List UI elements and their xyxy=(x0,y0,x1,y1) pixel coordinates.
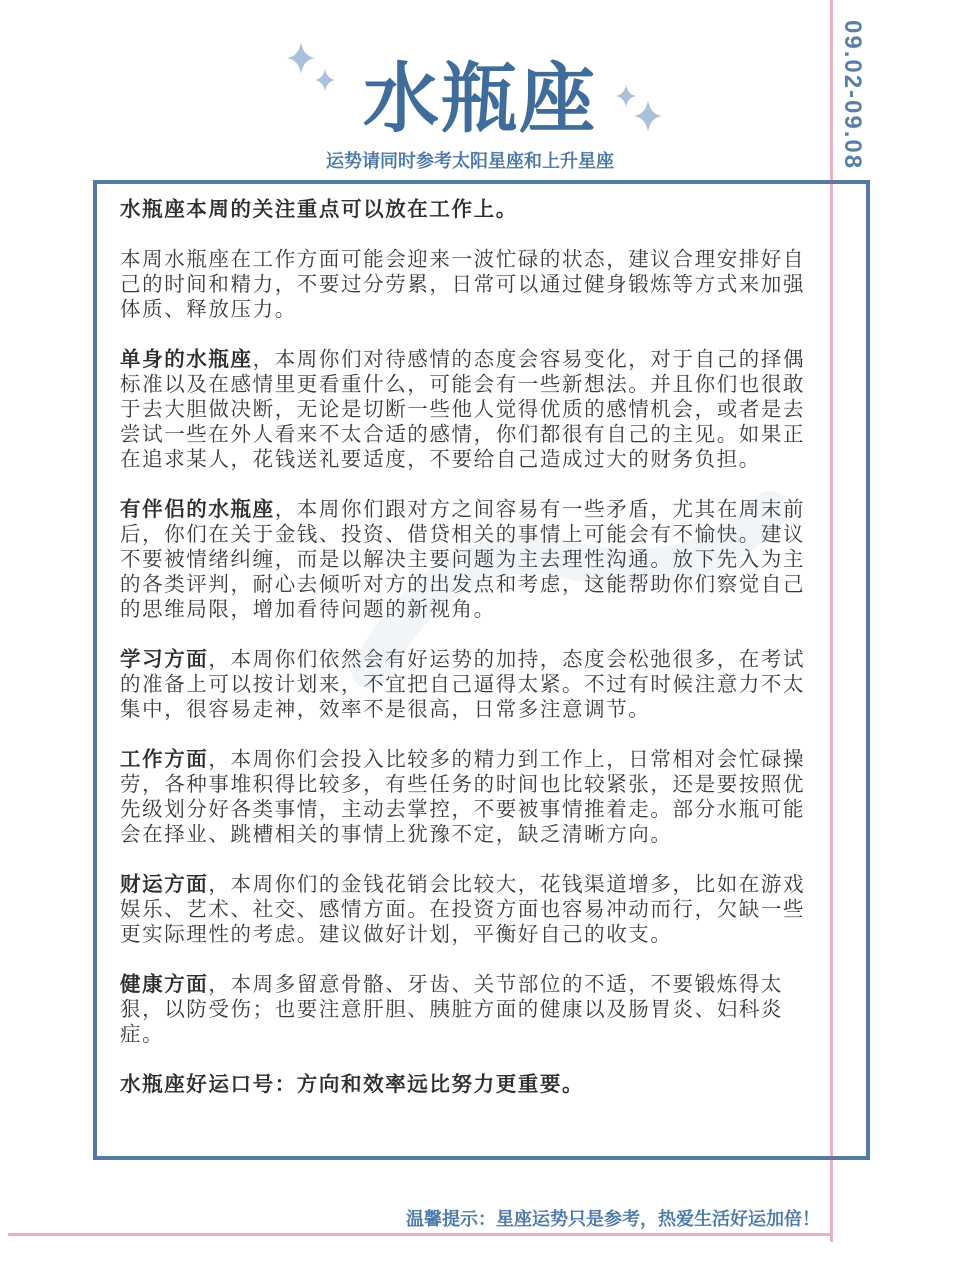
lucky-slogan: 水瓶座好运口号：方向和效率远比努力更重要。 xyxy=(120,1072,585,1096)
section-work: 工作方面，本周你们会投入比较多的精力到工作上，日常相对会忙碌操劳，各种事堆积得比较多，有些任务的时间也比较紧张，还是要按照优先级划分好各类事情，主动去掌控，不要被事情推着走。部分水瓶可能会在择业、跳槽相关的事情上犹豫不定，缺乏清晰方向。 xyxy=(120,747,806,846)
headline: 水瓶座本周的关注重点可以放在工作上。 xyxy=(120,197,518,221)
section-health: 健康方面，本周多留意骨骼、牙齿、关节部位的不适，不要锻炼得太狠，以防受伤；也要注意肝胆、胰脏方面的健康以及肠胃炎、妇科炎症。 xyxy=(120,972,784,1046)
section-partnered: 有伴侣的水瓶座，本周你们跟对方之间容易有一些矛盾，尤其在周末前后，你们在关于金钱、投资、借贷相关的事情上可能会有不愉快。建议不要被情绪纠缠，而是以解决主要问题为主去理性沟通。放下先入为主的各类评判，耐心去倾听对方的出发点和考虑，这能帮助你们察觉自己的思维局限，增加看待问题的新视角。 xyxy=(120,497,806,621)
page-title: 水瓶座 xyxy=(363,54,597,143)
pink-horizontal-line xyxy=(8,1233,833,1236)
section-single: 单身的水瓶座，本周你们对待感情的态度会容易变化，对于自己的择偶标准以及在感情里更看重什么，可能会有一些新想法。并且你们也很敢于去大胆做决断，无论是切断一些他人觉得优质的感情机会，或者是去尝试一些在外人看来不太合适的感情，你们都很有自己的主见。如果正在追求某人，花钱送礼要适度，不要给自己造成过大的财务负担。 xyxy=(120,347,806,471)
intro-paragraph: 本周水瓶座在工作方面可能会迎来一波忙碌的状态，建议合理安排好自己的时间和精力，不要过分劳累，日常可以通过健身锻炼等方式来加强体质、释放压力。 xyxy=(120,247,806,321)
horoscope-text xyxy=(120,197,820,1122)
section-wealth: 财运方面，本周你们的金钱花销会比较大，花钱渠道增多，比如在游戏娱乐、艺术、社交、感情方面。在投资方面也容易冲动而行，欠缺一些更实际理性的考虑。建议做好计划，平衡好自己的收支。 xyxy=(120,872,806,946)
sparkle-icon xyxy=(612,82,667,137)
sparkle-icon xyxy=(285,40,340,95)
footer-tip: 温馨提示：星座运势只是参考，热爱生活好运加倍！ xyxy=(406,1209,820,1230)
section-study: 学习方面，本周你们依然会有好运势的加持，态度会松弛很多，在考试的准备上可以按计划来，不宜把自己逼得太紧。不过有时候注意力不太集中，很容易走神，效率不是很高，日常多注意调节。 xyxy=(120,647,806,721)
date-range: 09.02-09.08 xyxy=(839,20,866,171)
subtitle: 运势请同时参考太阳星座和上升星座 xyxy=(326,151,614,172)
